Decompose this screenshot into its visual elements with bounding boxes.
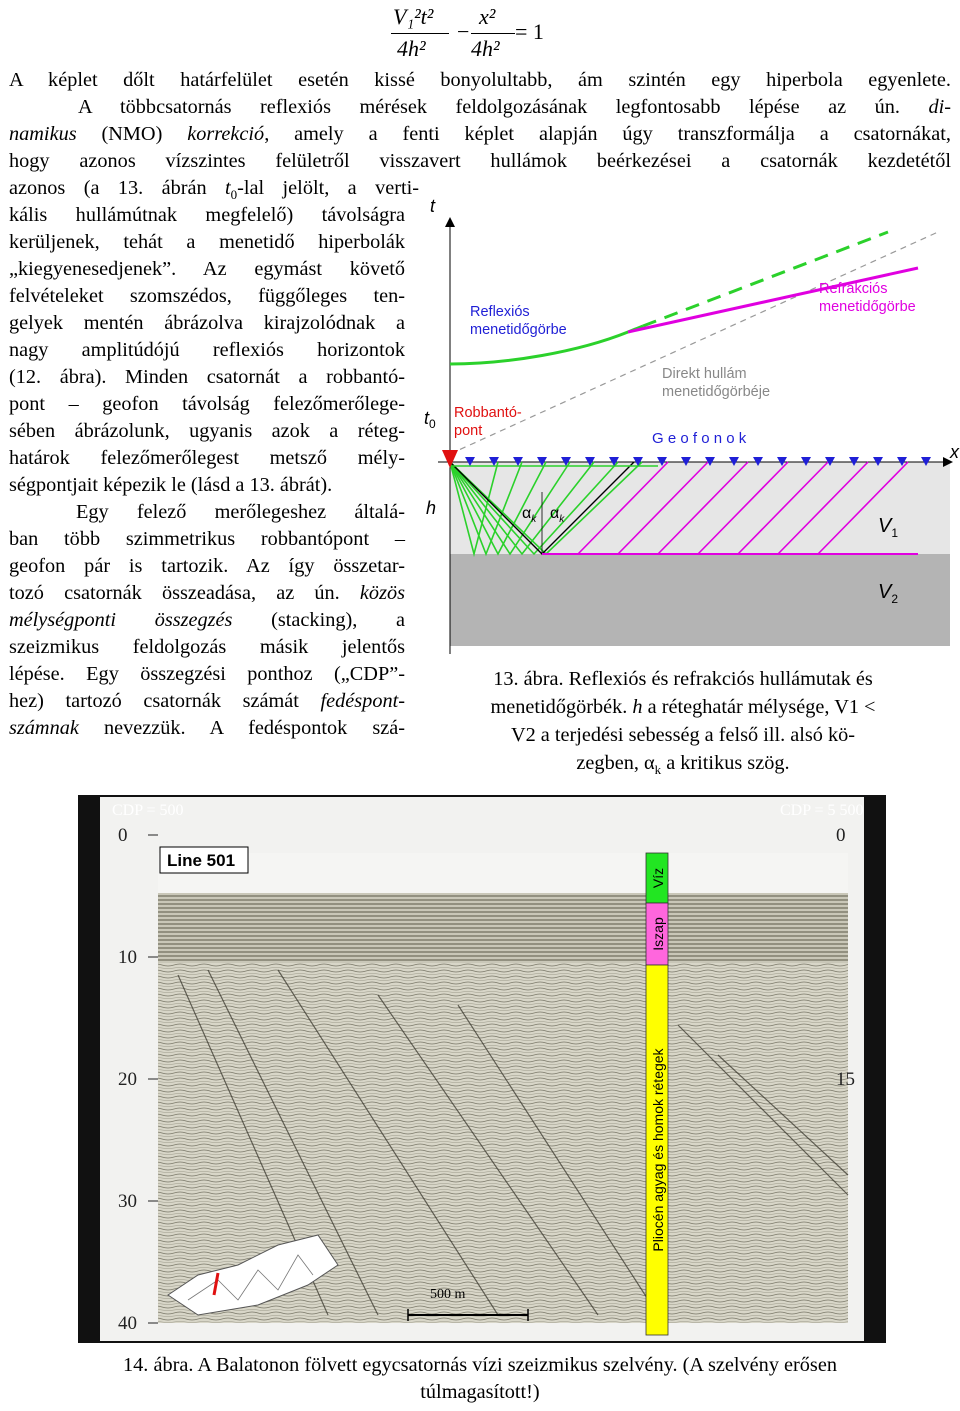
text-line: hogy azonos vízszintes felületről visszavert hullámok beérkezései a csatornák kezdetétől: [9, 150, 951, 172]
text-line: A többcsatornás reflexiós mérések feldolgozásának legfontosabb lépése az ún. di-: [78, 96, 951, 118]
formula: [385, 2, 585, 64]
text-line: (12. ábra). Minden csatornát a robbantó-: [9, 366, 405, 388]
text-line: Egy felező merőlegeshez általá-: [76, 501, 405, 523]
text-line: kerüljenek, tehát a menetidő hiperbolák: [9, 231, 405, 253]
depth-tick-label: 20: [118, 1069, 137, 1090]
figure-13-diagram: [418, 192, 960, 660]
lithology-band-label: Víz: [650, 867, 666, 889]
formula-numerator-right: x²: [479, 4, 496, 29]
depth-tick-label-right: 15: [836, 1069, 855, 1090]
fraction-bar-left: [391, 33, 449, 34]
t0-label: $t_0$: [424, 408, 436, 431]
text-line: mélységponti összegzés (stacking), a: [9, 609, 405, 631]
text-line: hez) tartozó csatornák számát fedéspont-: [9, 690, 405, 712]
layer-v2: [450, 554, 950, 646]
text-line: lépése. Egy összegzési ponthoz („CDP”-: [9, 663, 405, 685]
axis-t-label: t: [430, 196, 436, 216]
text-line: határok felezőmerőlegest metsző mély-: [9, 447, 405, 469]
alpha-k-left: $\alpha_k$: [522, 505, 537, 525]
v1-label: $V_1$: [878, 515, 899, 540]
lithology-bands: [646, 853, 668, 1335]
text-line: ban több szimmetrikus robbantópont –: [9, 528, 405, 550]
caption-13-line: 13. ábra. Reflexiós és refrakciós hullámutak és: [493, 668, 873, 690]
refrakcios-label-1: Refrakciós: [819, 281, 888, 297]
text-line: ségpontjait képezik le (lásd a 13. ábrát).: [9, 474, 333, 496]
text-line: pont – geofon távolság felezőmerőlege-: [9, 393, 405, 415]
depth-tick-label: 30: [118, 1191, 137, 1212]
mud-zone: [158, 893, 848, 963]
reflexios-label-1: Reflexiós: [470, 304, 530, 320]
robbanto-label-1: Robbantó-: [454, 405, 522, 421]
cdp-left-label: CDP = 500: [112, 802, 184, 819]
robbanto-label-2: pont: [454, 423, 483, 439]
direkt-label-2: menetidőgörbéje: [662, 384, 771, 400]
reflexios-label-2: menetidőgörbe: [470, 322, 567, 338]
text-line: geofon pár is tartozik. Az így összetar-: [9, 555, 405, 577]
text-line: azonos (a 13. ábrán $t_0$-lal jelölt, a verti-: [9, 177, 419, 203]
caption-13-line: menetidőgörbék. h a réteghatár mélysége, V1 <: [490, 696, 876, 718]
text-line: kális hullámútnak megfelelő) távolságra: [9, 204, 405, 226]
figure-14-seismic-section: [78, 795, 886, 1343]
caption-14-line: túlmagasított!): [420, 1381, 540, 1403]
text-line: gelyek mentén ábrázolva kirajzolódnak a: [9, 312, 405, 334]
text-line: A képlet dőlt határfelület esetén kissé bonyolultabb, ám szintén egy hiperbola egyenlete.: [9, 69, 951, 91]
caption-14-line: 14. ábra. A Balatonon fölvett egycsatornás vízi szeizmikus szelvény. (A szelvény erősen: [123, 1354, 837, 1376]
lithology-band-label: Pliocén agyag és homok rétegek: [650, 1048, 666, 1252]
text-line: felvételeket szomszédos, függőleges ten-: [9, 285, 405, 307]
depth-tick-label: 40: [118, 1313, 137, 1334]
text-line: nagy amplitúdójú reflexiós horizontok: [9, 339, 405, 361]
alpha-k-right: $\alpha_k$: [550, 505, 565, 525]
formula-denominator-left: 4h²: [397, 36, 426, 61]
water-zone: [158, 853, 848, 893]
refrakcios-label-2: menetidőgörbe: [819, 299, 916, 315]
v2-label: $V_2$: [878, 581, 899, 606]
formula-equals: = 1: [515, 19, 544, 44]
text-line: tozó csatornák összeadása, az ún. közös: [9, 582, 405, 604]
depth-tick-label-right: 0: [836, 825, 846, 846]
line-label: Line 501: [167, 851, 236, 870]
caption-13-line: V2 a terjedési sebesség a felső ill. alsó kö-: [510, 724, 856, 746]
formula-numerator-left: V₁²t²: [393, 4, 434, 29]
axis-x-label: x: [950, 442, 959, 462]
text-line: számnak nevezzük. A fedéspontok szá-: [9, 717, 405, 739]
caption-13-line: zegben, $\alpha_k$ a kritikus szög.: [576, 752, 790, 778]
lithology-band-label: Iszap: [650, 917, 666, 951]
text-line: szeizmikus feldolgozás másik jelentős: [9, 636, 405, 658]
text-line: sében ábrázolunk, ugyanis azok a réteg-: [9, 420, 405, 442]
direct-wave-line: [450, 232, 938, 454]
h-label: h: [426, 498, 437, 518]
svg-text:500 m: 500 m: [430, 1287, 466, 1302]
text-line: namikus (NMO) korrekció, amely a fenti képlet alapján úgy transzformálja a csatornákat,: [9, 123, 951, 145]
depth-tick-label: 0: [118, 825, 128, 846]
text-line: „kiegyenesedjenek”. Az egymást követő: [9, 258, 405, 280]
fraction-bar-right: [471, 33, 515, 34]
formula-denominator-right: 4h²: [471, 36, 500, 61]
direkt-label-1: Direkt hullám: [662, 366, 747, 382]
cdp-right-label: CDP = 5 500: [780, 802, 864, 819]
depth-tick-label: 10: [118, 947, 137, 968]
formula-minus: −: [457, 19, 470, 44]
geofonok-label: G e o f o n o k: [652, 430, 747, 447]
